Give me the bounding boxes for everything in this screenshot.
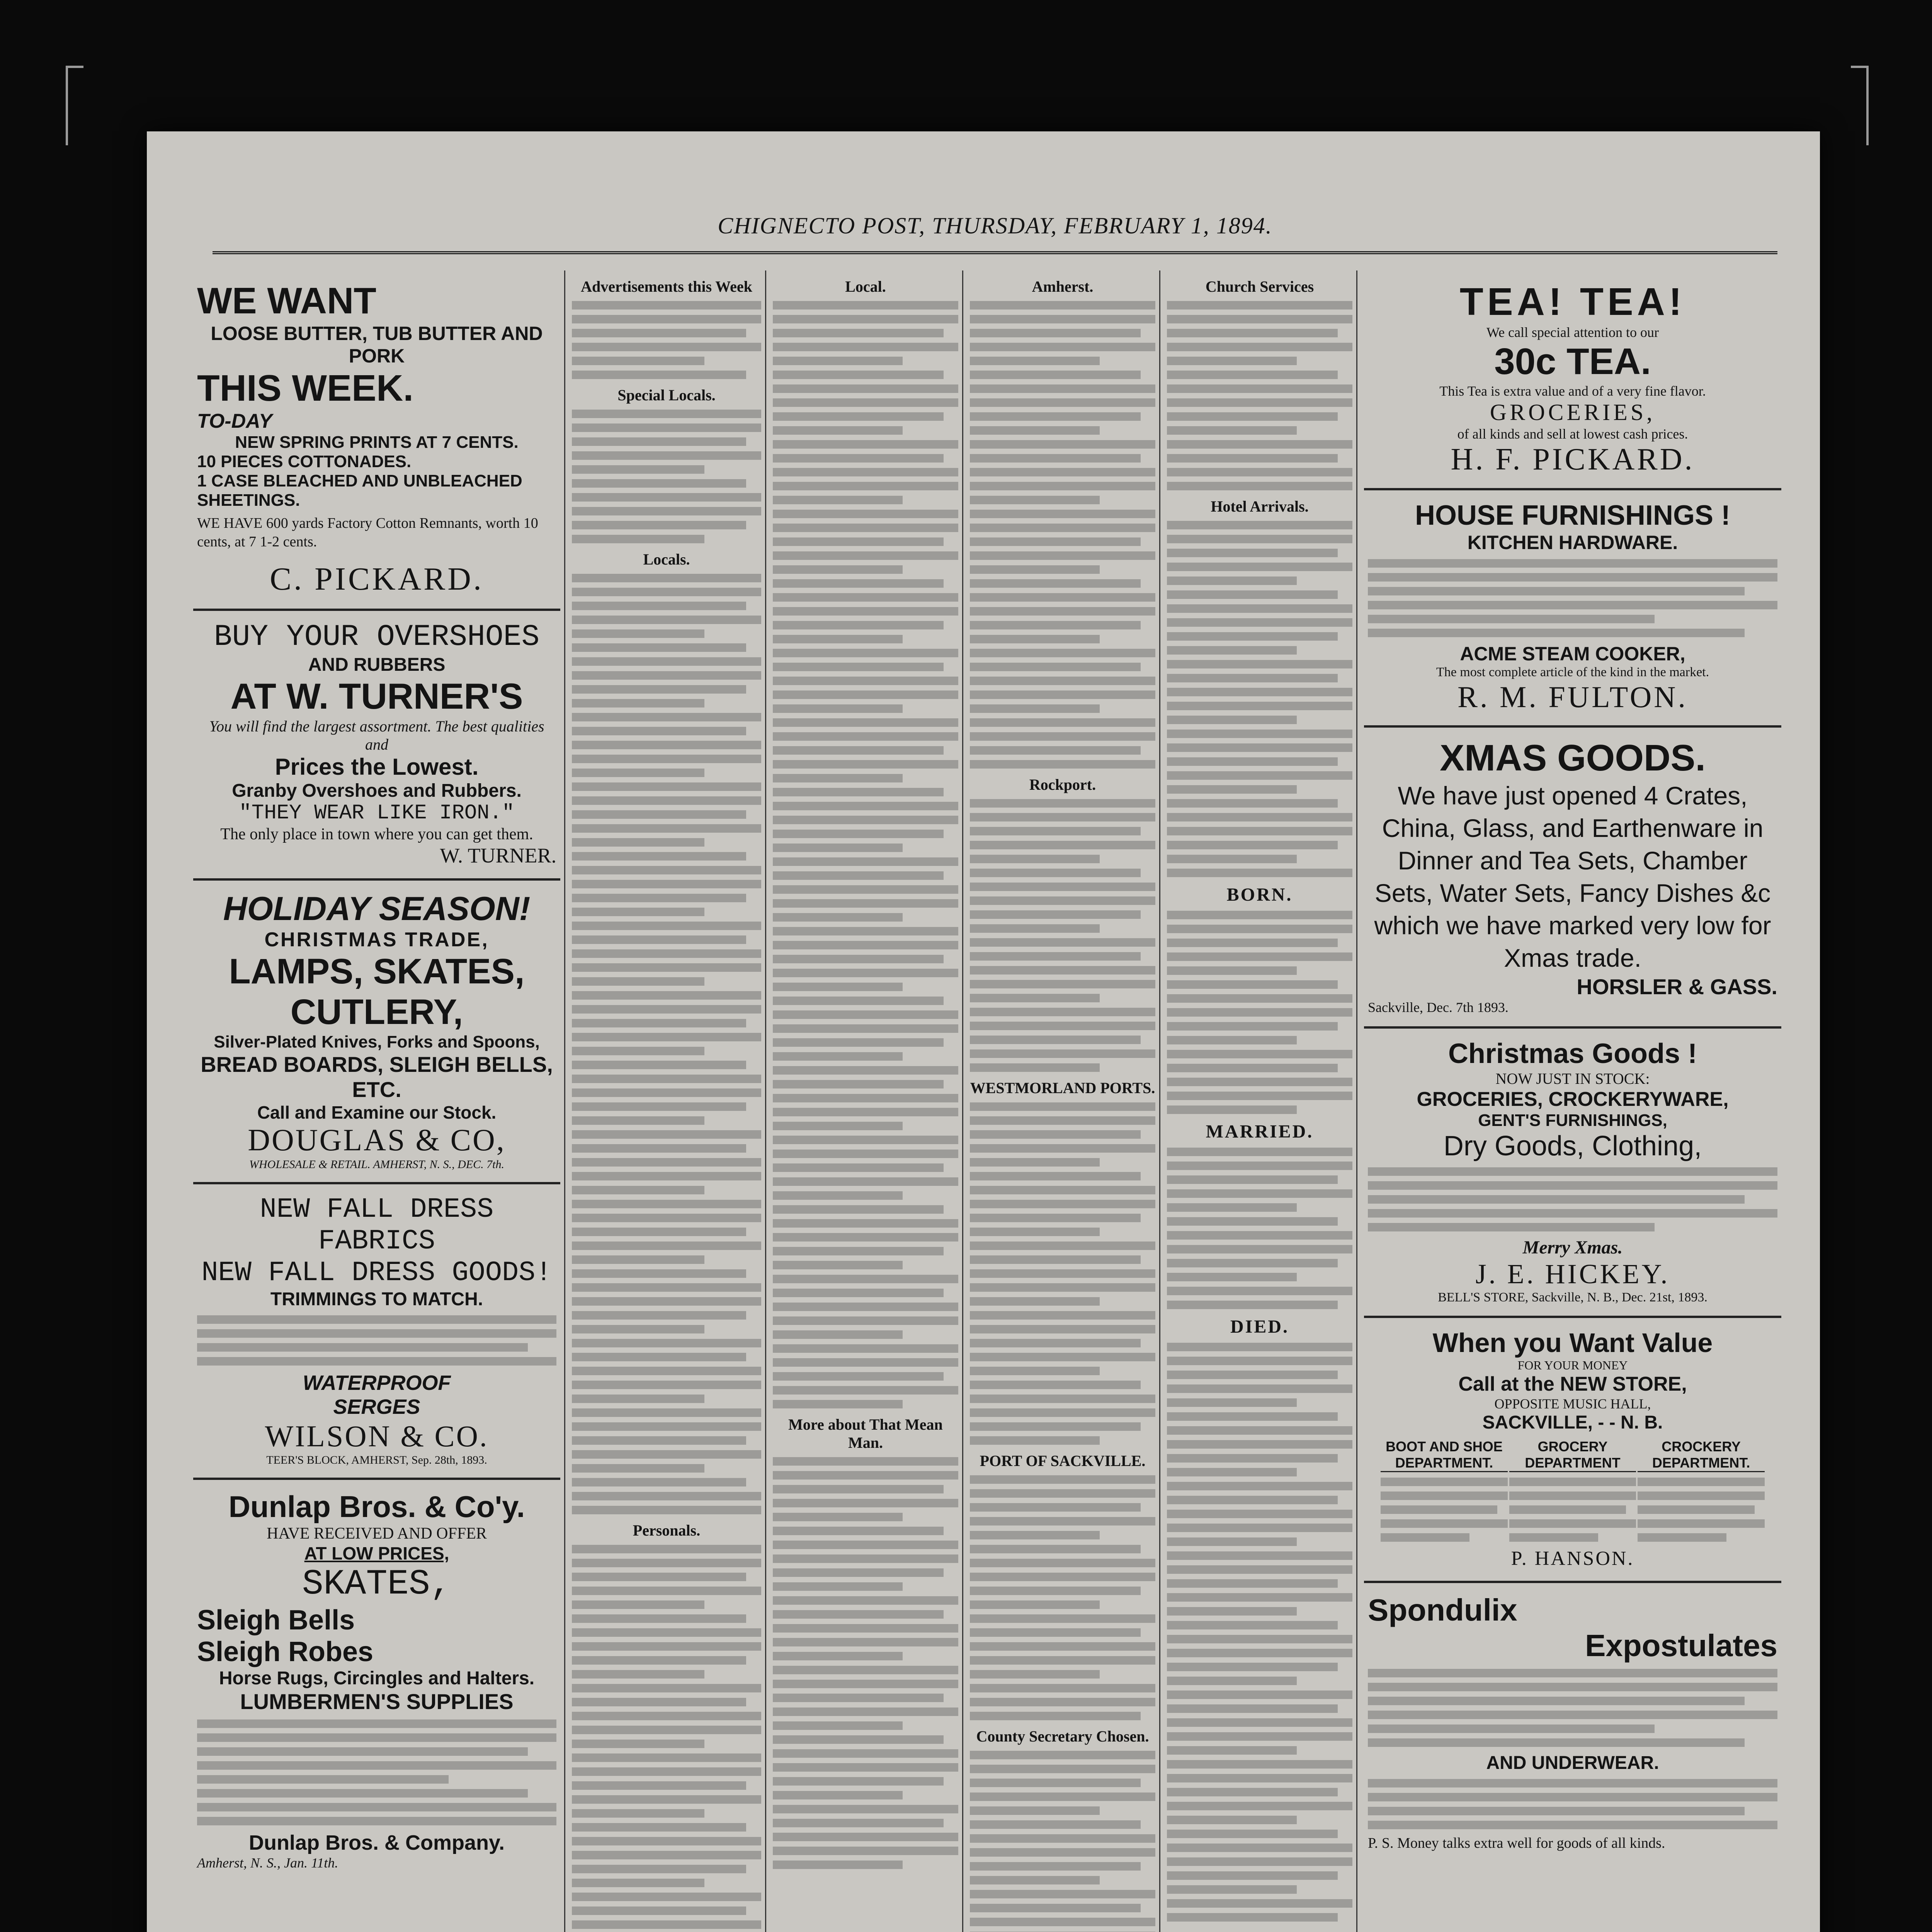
section-heading: Advertisements this Week — [581, 278, 752, 295]
column-rule — [765, 270, 766, 1932]
section-heading: BORN. — [1226, 884, 1293, 905]
ad-line: This Tea is extra value and of a very fine flavor. — [1439, 383, 1706, 399]
column-ads-right — [1364, 270, 1781, 1932]
section-heading: Local. — [845, 278, 886, 295]
ad-line: We call special attention to our — [1486, 325, 1659, 340]
section-heading: Special Locals. — [617, 386, 716, 404]
ad-line: ACME STEAM COOKER, — [1460, 643, 1685, 665]
ad-line: BREAD BOARDS, SLEIGH BELLS, ETC. — [201, 1052, 553, 1102]
ad-title: XMAS GOODS. — [1439, 737, 1706, 779]
ad-signature: HORSLER & GASS. — [1577, 975, 1777, 999]
article-text — [572, 410, 761, 543]
ad-signature: P. HANSON. — [1511, 1548, 1634, 1570]
ad-line: LOOSE BUTTER, TUB BUTTER AND PORK — [211, 323, 543, 367]
column-church-notices — [1167, 270, 1352, 1932]
ad-title: AT W. TURNER'S — [230, 676, 523, 716]
ad-line: Call and Examine our Stock. — [257, 1102, 497, 1122]
ad-spondulix — [1364, 1583, 1781, 1862]
ad-title: Spondulix — [1368, 1593, 1517, 1627]
ad-signature: WILSON & CO. — [265, 1419, 489, 1453]
article-text — [970, 1751, 1155, 1932]
ad-signature: Dunlap Bros. & Company. — [248, 1831, 505, 1854]
film-corner-top-right — [1851, 66, 1869, 145]
ad-pickard — [193, 270, 560, 611]
ad-signature: H. F. PICKARD. — [1451, 442, 1695, 476]
section-heading: DIED. — [1230, 1316, 1289, 1337]
ad-line: WE HAVE 600 yards Factory Cotton Remnants, worth 10 cents, at 7 1-2 cents. — [197, 515, 538, 550]
ad-line: GENT'S FURNISHINGS, — [1478, 1111, 1667, 1130]
article-text — [1167, 1343, 1352, 1922]
ad-title: SKATES, — [302, 1564, 452, 1604]
newspaper-page — [147, 131, 1820, 1932]
ad-title: NEW FALL DRESS FABRICS — [260, 1194, 494, 1257]
ad-title: THIS WEEK. — [197, 367, 414, 409]
column-rule — [564, 270, 565, 1932]
column-rule — [1159, 270, 1160, 1932]
column-rule — [962, 270, 963, 1932]
ad-title: LAMPS, SKATES, — [229, 952, 525, 991]
ad-line: Sleigh Robes — [197, 1636, 374, 1667]
ad-line: 10 PIECES COTTONADES. — [197, 452, 412, 471]
ad-line: HAVE RECEIVED AND OFFER — [267, 1525, 487, 1543]
section-heading: Amherst. — [1032, 278, 1094, 295]
ad-title: Dunlap Bros. & Co'y. — [228, 1490, 525, 1524]
section-heading: PORT OF SACKVILLE. — [980, 1452, 1146, 1469]
ad-line: of all kinds and sell at lowest cash prices. — [1457, 426, 1688, 442]
ad-line: GROCERIES, CROCKERYWARE, — [1417, 1088, 1729, 1111]
article-text — [572, 301, 761, 379]
ad-line: "THEY WEAR LIKE IRON." — [239, 801, 515, 825]
ad-signature: DOUGLAS & CO, — [248, 1123, 506, 1157]
ad-body-text — [197, 1315, 556, 1366]
section-heading: Rockport. — [1029, 776, 1096, 793]
ad-title: When you Want Value — [1432, 1328, 1713, 1358]
ad-title: TEA! TEA! — [1459, 280, 1686, 323]
ad-dunlap — [193, 1480, 560, 1882]
section-heading: Personals. — [633, 1522, 701, 1539]
ad-line: BELL'S STORE, Sackville, N. B., Dec. 21st, 1893. — [1438, 1290, 1708, 1304]
ad-line: SERGES — [333, 1395, 420, 1418]
ad-line: Granby Overshoes and Rubbers. — [232, 781, 522, 801]
ad-signature: R. M. FULTON. — [1458, 680, 1688, 714]
article-text — [773, 301, 958, 1408]
article-text — [970, 301, 1155, 769]
column-rule — [1356, 270, 1357, 1932]
ad-title: BUY YOUR OVERSHOES — [214, 620, 540, 654]
ad-line: WHOLESALE & RETAIL. AMHERST, N. S., DEC. 7th. — [249, 1158, 504, 1171]
ad-line: FOR YOUR MONEY — [1517, 1358, 1628, 1372]
ad-line: 1 CASE BLEACHED AND UNBLEACHED SHEETINGS. — [197, 471, 522, 510]
ad-title: HOUSE FURNISHINGS ! — [1415, 500, 1731, 531]
ad-douglas — [193, 881, 560, 1184]
column-ads-left — [193, 270, 560, 1932]
ad-line: LUMBERMEN'S SUPPLIES — [240, 1689, 514, 1714]
column-local — [773, 270, 958, 1932]
dept-title: GROCERY DEPARTMENT — [1509, 1439, 1636, 1472]
ad-line: KITCHEN HARDWARE. — [1467, 532, 1678, 553]
article-text — [1167, 1148, 1352, 1309]
ad-line: GROCERIES, — [1490, 400, 1656, 425]
article-text — [970, 1102, 1155, 1445]
article-text — [970, 799, 1155, 1072]
ad-line: Prices the Lowest. — [275, 754, 479, 780]
ad-line: P. S. Money talks extra well for goods of all kinds. — [1368, 1835, 1665, 1851]
ad-title: WE WANT — [197, 280, 376, 321]
article-text — [1167, 911, 1352, 1114]
ad-line: AND RUBBERS — [308, 655, 446, 675]
section-heading: More about That Mean Man. — [788, 1416, 943, 1451]
ad-line: TRIMMINGS TO MATCH. — [270, 1289, 483, 1310]
column-amherst — [970, 270, 1155, 1932]
ad-line: Amherst, N. S., Jan. 11th. — [197, 1855, 338, 1871]
dept-crockery — [1638, 1439, 1765, 1547]
ad-signature: J. E. HICKEY. — [1475, 1259, 1670, 1289]
dept-boot — [1381, 1439, 1508, 1547]
departments — [1368, 1439, 1777, 1547]
ad-line: WATERPROOF — [303, 1371, 451, 1395]
ad-pickard-tea — [1364, 270, 1781, 490]
section-heading: MARRIED. — [1206, 1121, 1314, 1142]
ad-line: Call at the NEW STORE, — [1458, 1373, 1687, 1395]
ad-body-text — [1368, 1779, 1777, 1829]
ad-line: SACKVILLE, - - N. B. — [1482, 1412, 1663, 1433]
ad-body-text — [1368, 1167, 1777, 1231]
ad-line: AT LOW PRICES, — [304, 1543, 449, 1563]
ad-line: We have just opened 4 Crates, China, Glass, and Earthenware in Dinner and Tea Sets, Chamber Sets, Water Sets, Fancy Dishes &c which we have marked very low for Xmas trade. — [1374, 781, 1771, 972]
article-text — [1167, 301, 1352, 490]
dept-title: BOOT AND SHOE DEPARTMENT. — [1381, 1439, 1508, 1472]
ad-line: Dry Goods, Clothing, — [1443, 1131, 1702, 1162]
ad-line: You will find the largest assortment. The best qualities and — [209, 718, 544, 753]
ad-title: CUTLERY, — [290, 992, 463, 1032]
ad-hickey — [1364, 1029, 1781, 1318]
section-heading: Church Services — [1205, 278, 1314, 295]
ad-line: TO-DAY — [197, 410, 272, 432]
article-text — [572, 574, 761, 1514]
article-text — [1167, 521, 1352, 877]
ad-signature: C. PICKARD. — [270, 561, 484, 597]
ad-turner — [193, 611, 560, 881]
article-text — [773, 1457, 958, 1869]
section-heading: County Secretary Chosen. — [976, 1728, 1149, 1745]
ad-line: AND UNDERWEAR. — [1486, 1753, 1659, 1773]
ad-title: Christmas Goods ! — [1448, 1038, 1697, 1069]
ad-body-text — [1368, 1669, 1777, 1747]
masthead-text: CHIGNECTO POST, THURSDAY, FEBRUARY 1, 1894. — [718, 213, 1272, 238]
article-text — [970, 1475, 1155, 1720]
article-text — [572, 1545, 761, 1932]
column-advertisements-locals — [572, 270, 761, 1932]
ad-horsler — [1364, 728, 1781, 1029]
ad-line: Sackville, Dec. 7th 1893. — [1368, 1000, 1509, 1015]
dept-title: CROCKERY DEPARTMENT. — [1638, 1439, 1765, 1472]
film-corner-top-left — [66, 66, 83, 145]
ad-fulton — [1364, 490, 1781, 728]
ad-line: TEER'S BLOCK, AMHERST, Sep. 28th, 1893. — [266, 1454, 487, 1466]
ad-line: The only place in town where you can get them. — [220, 825, 533, 843]
ad-line: Merry Xmas. — [1522, 1237, 1623, 1258]
section-heading: WESTMORLAND PORTS. — [970, 1079, 1155, 1097]
ad-title: 30c TEA. — [1494, 341, 1651, 382]
ad-line: The most complete article of the kind in the market. — [1436, 665, 1709, 679]
ad-wilson — [193, 1184, 560, 1480]
ad-line: NEW SPRING PRINTS AT 7 CENTS. — [235, 433, 519, 452]
ad-body-text — [197, 1719, 556, 1825]
ad-title: Expostulates — [1585, 1628, 1777, 1663]
ad-line: Silver-Plated Knives, Forks and Spoons, — [214, 1032, 540, 1051]
ad-hanson — [1364, 1318, 1781, 1583]
ad-line: Horse Rugs, Circingles and Halters. — [219, 1668, 535, 1689]
section-heading: Locals. — [643, 551, 690, 568]
ad-line: Sleigh Bells — [197, 1605, 355, 1636]
ad-title: HOLIDAY SEASON! — [223, 890, 531, 927]
ad-line: OPPOSITE MUSIC HALL, — [1494, 1396, 1651, 1412]
ad-line: CHRISTMAS TRADE, — [264, 929, 489, 951]
ad-body-text — [1368, 559, 1777, 637]
section-heading: Hotel Arrivals. — [1211, 498, 1309, 515]
dept-grocery — [1509, 1439, 1636, 1547]
masthead — [213, 205, 1777, 254]
ad-line: NOW JUST IN STOCK: — [1495, 1070, 1650, 1087]
ad-signature: W. TURNER. — [440, 844, 556, 867]
ad-title: NEW FALL DRESS GOODS! — [201, 1257, 552, 1289]
